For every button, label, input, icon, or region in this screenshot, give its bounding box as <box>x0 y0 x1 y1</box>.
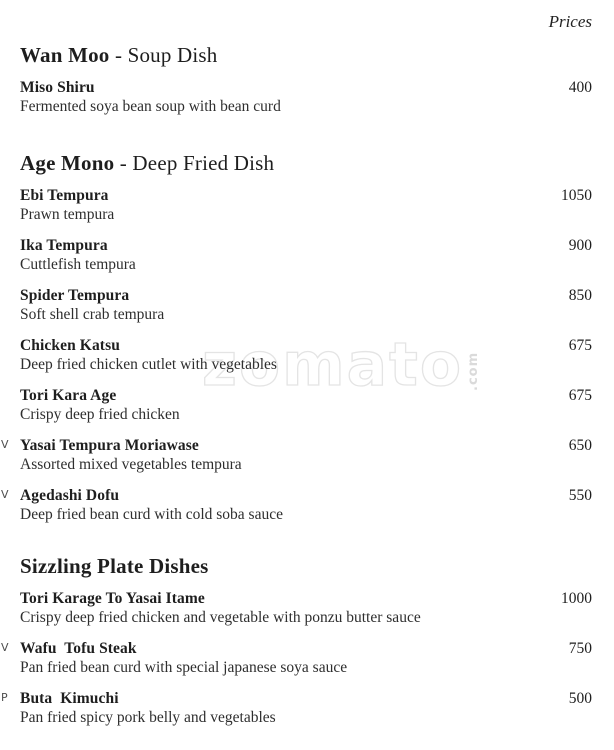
item-name: Spider Tempura <box>20 287 130 304</box>
menu-item <box>1 639 592 677</box>
item-name: Tori Karage To Yasai Itame <box>20 590 205 607</box>
item-price: 900 <box>568 237 592 254</box>
menu-item <box>1 486 592 524</box>
veg-marker: V <box>1 641 9 654</box>
item-name: Tori Kara Age <box>20 387 117 404</box>
menu-item <box>1 689 592 727</box>
prices-column-header: Prices <box>548 12 592 31</box>
menu-item <box>20 589 592 627</box>
section-title-bold: Wan Moo <box>20 43 110 67</box>
item-price: 675 <box>568 337 592 354</box>
menu-item <box>20 186 592 224</box>
menu-item <box>20 78 592 116</box>
menu-item <box>20 336 592 374</box>
menu-item <box>1 436 592 474</box>
section-title-bold: Age Mono <box>20 151 115 175</box>
section-title <box>20 553 592 579</box>
veg-marker: V <box>1 438 9 451</box>
item-name: Wafu Tofu Steak <box>20 640 137 657</box>
item-description: Soft shell crab tempura <box>20 306 165 323</box>
item-name: Ika Tempura <box>20 237 108 254</box>
item-name: Agedashi Dofu <box>20 487 120 504</box>
item-price: 1000 <box>561 590 592 607</box>
item-description: Pan fried spicy pork belly and vegetables <box>20 709 276 726</box>
item-name: Ebi Tempura <box>20 187 109 204</box>
section-title <box>20 150 592 176</box>
item-description: Fermented soya bean soup with bean curd <box>20 98 281 115</box>
item-name: Yasai Tempura Moriawase <box>20 437 199 454</box>
pork-marker: P <box>1 691 8 704</box>
item-price: 750 <box>568 640 592 657</box>
section-title-bold: Sizzling Plate Dishes <box>20 554 209 578</box>
item-price: 675 <box>568 387 592 404</box>
item-price: 550 <box>568 487 592 504</box>
menu-section-wan-moo <box>20 42 592 116</box>
section-title-suffix: - Deep Fried Dish <box>114 151 275 175</box>
section-title <box>20 42 592 68</box>
item-description: Assorted mixed vegetables tempura <box>20 456 242 473</box>
menu-item <box>20 386 592 424</box>
menu-section-age-mono <box>1 150 592 524</box>
item-price: 500 <box>568 690 592 707</box>
item-description: Deep fried bean curd with cold soba sauce <box>20 506 283 523</box>
section-title-suffix: - Soup Dish <box>109 43 218 67</box>
menu-item <box>20 236 592 274</box>
item-description: Prawn tempura <box>20 206 115 223</box>
item-description: Pan fried bean curd with special japanese soya sauce <box>20 659 348 676</box>
item-description: Cuttlefish tempura <box>20 256 136 273</box>
veg-marker: V <box>1 488 9 501</box>
menu-item <box>20 286 592 324</box>
item-name: Buta Kimuchi <box>20 690 119 707</box>
menu-section-sizzling-plate-dishes <box>1 553 592 727</box>
zomato-watermark-suffix: .com <box>466 351 482 391</box>
item-price: 1050 <box>561 187 592 204</box>
item-description: Deep fried chicken cutlet with vegetables <box>20 356 277 373</box>
item-description: Crispy deep fried chicken and vegetable with ponzu butter sauce <box>20 609 421 626</box>
item-price: 850 <box>568 287 592 304</box>
item-price: 400 <box>568 79 592 96</box>
zomato-watermark-text: zomato <box>202 330 464 400</box>
item-price: 650 <box>568 437 592 454</box>
item-name: Miso Shiru <box>20 79 95 96</box>
item-description: Crispy deep fried chicken <box>20 406 180 423</box>
item-name: Chicken Katsu <box>20 337 120 354</box>
